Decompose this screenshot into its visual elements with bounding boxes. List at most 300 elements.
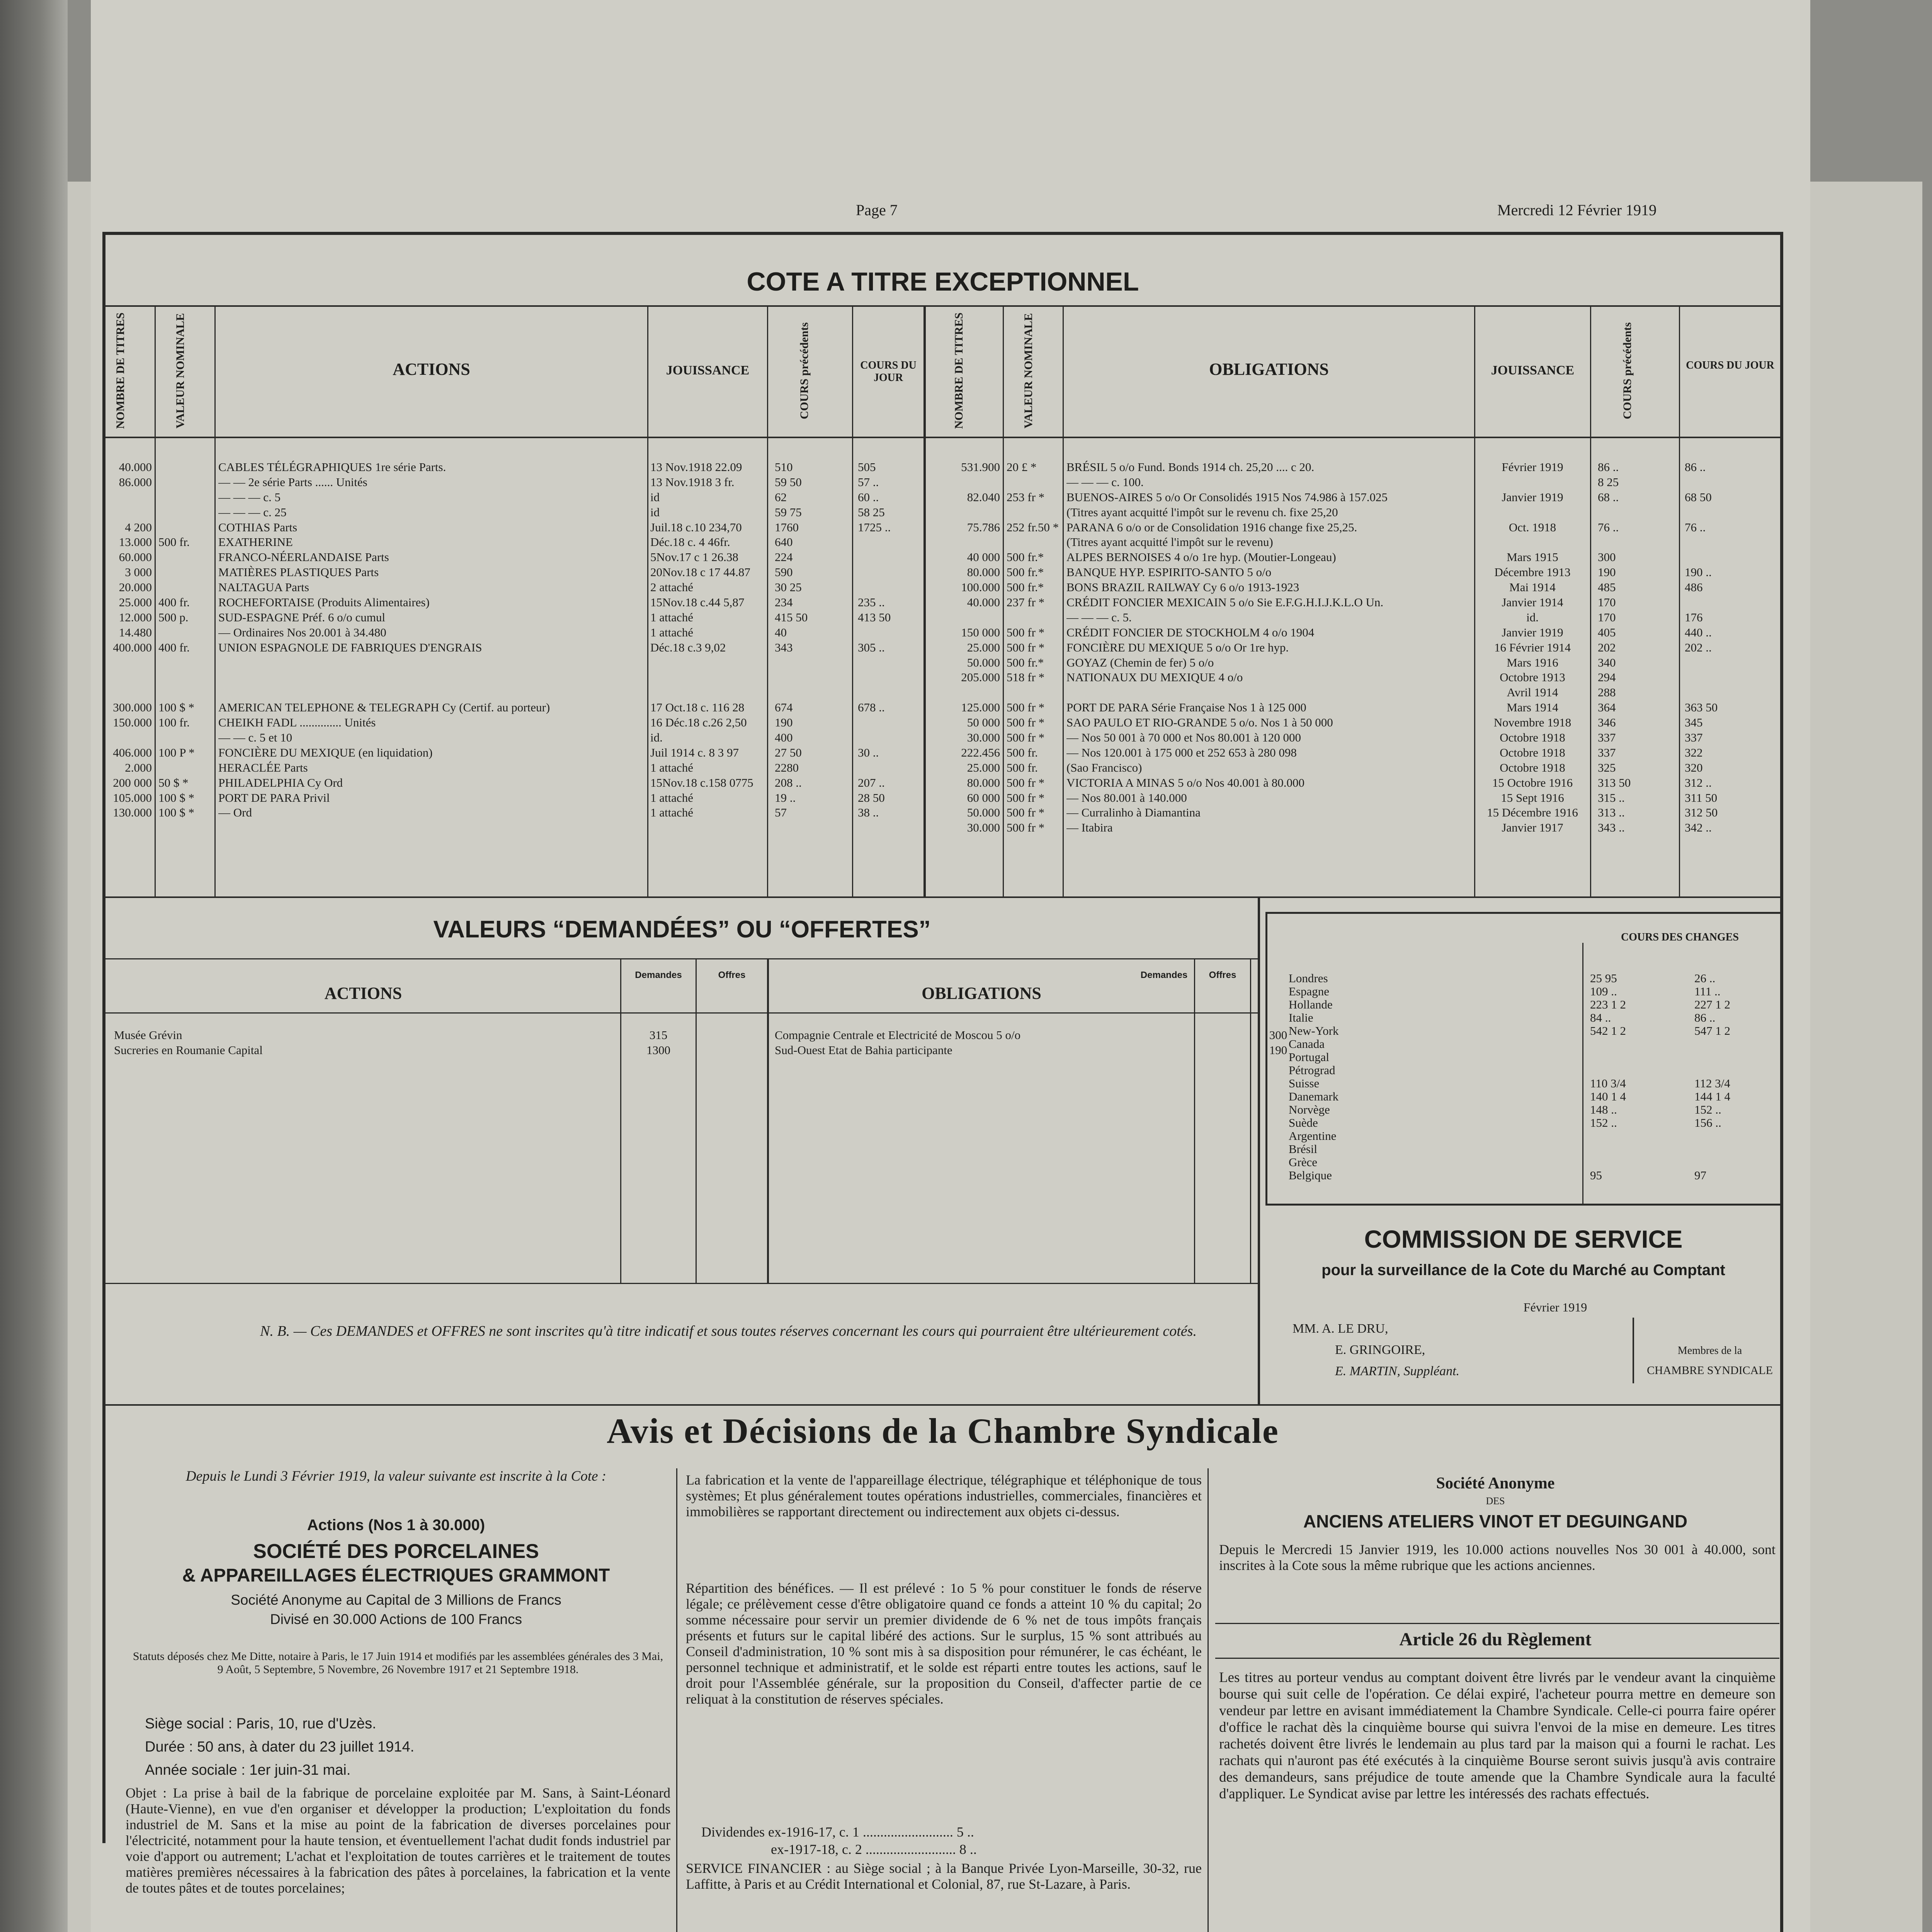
- table-cell-jouissance: 1 attaché: [650, 610, 694, 624]
- valeurs-right-border: [1258, 898, 1260, 1404]
- table-cell-jouissance: id: [650, 490, 660, 504]
- table-cell-cours-prec: 510: [775, 460, 793, 474]
- left-cours-prec-col: [775, 460, 850, 820]
- table-cell-valeur: 500 fr *: [1007, 821, 1045, 835]
- table-cell-valeur: 500 fr *: [1007, 806, 1045, 820]
- table-cell-nombre: 50 000: [967, 716, 1000, 730]
- hdr-valeur-r: VALEUR NOMINALE: [1022, 313, 1035, 429]
- right-nombre-col: [927, 460, 1000, 835]
- col-sep: [767, 305, 768, 896]
- table-cell-cours-jour: 76 ..: [1685, 520, 1706, 534]
- table-cell-valeur: [1007, 475, 1061, 490]
- col-sep: [1194, 958, 1195, 1283]
- valeurs-header-bottom: [105, 1012, 1258, 1014]
- avis-col3-rule-2: [1215, 1658, 1779, 1659]
- list-item: Musée Grévin: [114, 1028, 182, 1042]
- table-cell-valeur: [158, 655, 213, 670]
- table-cell-cours-prec: 2280: [775, 760, 799, 774]
- avis-col1-duree: Durée : 50 ans, à dater du 23 juillet 1914.: [145, 1739, 415, 1755]
- table-cell-valeur: 500 fr *: [1007, 791, 1045, 804]
- table-cell-cours-jour: [1685, 535, 1777, 550]
- change-cell: 95: [1590, 1169, 1602, 1182]
- table-cell-nombre: 13.000: [119, 535, 152, 549]
- newspaper-page: [91, 0, 1810, 1932]
- change-cell: [1590, 1143, 1660, 1156]
- table-cell-action: UNION ESPAGNOLE DE FABRIQUES D'ENGRAIS: [218, 640, 482, 654]
- table-cell-nombre: 82.040: [967, 490, 1000, 504]
- avis-col3-intro: Depuis le Mercredi 15 Janvier 1919, les 10.000 actions nouvelles Nos 30 001 à 40.000, sont inscrites à la Cote sous la même rubrique que les actions anciennes.: [1219, 1542, 1776, 1573]
- commission-brace: [1633, 1318, 1634, 1383]
- table-cell-nombre: 60 000: [967, 791, 1000, 804]
- table-cell-action: CHEIKH FADL .............. Unités: [218, 716, 376, 730]
- table-cell-nombre: 40.000: [967, 595, 1000, 609]
- table-cell-jouissance: Octobre 1918: [1500, 760, 1565, 774]
- change-cell: 111 ..: [1694, 985, 1721, 998]
- change-cell: 223 1 2: [1590, 998, 1626, 1011]
- table-cell-valeur: [1007, 610, 1061, 625]
- valeurs-title: VALEURS “DEMANDÉES” OU “OFFERTES”: [433, 916, 931, 943]
- col-sep: [1250, 958, 1251, 1283]
- table-cell-action: SUD-ESPAGNE Préf. 6 o/o cumul: [218, 610, 386, 624]
- table-cell-action: NALTAGUA Parts: [218, 580, 309, 594]
- table-cell-valeur: 500 fr.*: [1007, 580, 1044, 594]
- avis-col2-repartition: Répartition des bénéfices. — Il est prélevé : 1o 5 % pour constituer le fonds de réserve légale; ce prélèvement cesse d'être obligatoire quand ce fonds a atteint 10 % du capital; 2o somme nécessaire pour servir un premier dividende de 6 % net de tous impôts français présents et futurs sur le capital libéré des actions. Sur le surplus, 15 % sont attribués au Conseil d'administration, 10 % sont mis à sa disposition pour rémunérer, le cas échéant, le personnel technique et administratif, et le solde est réparti entre toutes les actions, sauf le droit pour l'Assemblée générale, sur la proposition du Conseil, d'affecter partie de ce reliquat à la constitution de réserves spéciales.: [686, 1580, 1202, 1707]
- change-cell: Brésil: [1289, 1143, 1318, 1156]
- table-cell-obligation: CRÉDIT FONCIER DE STOCKHOLM 4 o/o 1904: [1066, 625, 1315, 639]
- commission-role-2: CHAMBRE SYNDICALE: [1647, 1364, 1773, 1377]
- table-cell-valeur: 518 fr *: [1007, 670, 1045, 684]
- page-date: Mercredi 12 Février 1919: [1497, 201, 1657, 219]
- table-cell-jouissance: Janvier 1917: [1502, 821, 1563, 835]
- table-cell-cours-jour: 312 ..: [1685, 776, 1712, 789]
- change-cell: Norvège: [1289, 1103, 1330, 1116]
- commission-member-1: MM. A. LE DRU,: [1293, 1321, 1388, 1336]
- change-cell: Grèce: [1289, 1156, 1317, 1169]
- avis-col1-objet: Objet : La prise à bail de la fabrique de porcelaine exploitée par M. Sans, à Saint-Léonard (Haute-Vienne), en vue d'en organiser et développer la production; L'exploitation du fonds industriel de M. Sans et la mise au point de la fabrication de diverses porcelaines pour l'électricité, notamment pour la haute tension, et éventuellement l'achat dudit fonds industriel par voie d'apport ou autrement; L'achat et l'exploitation de toutes carrières et le traitement de toutes matières premières nécessaires à la fabrication des pâtes à porcelaines, la fabrication et la vente de toutes pâtes et de toutes porcelaines;: [126, 1785, 670, 1896]
- change-cell: [1694, 1064, 1772, 1077]
- table-cell-valeur: 50 $ *: [158, 776, 189, 789]
- change-cell: [1694, 1037, 1772, 1051]
- change-cell: [1590, 1037, 1660, 1051]
- table-cell-cours-jour: [858, 580, 922, 595]
- table-cell-cours-jour: [858, 535, 922, 550]
- table-cell-cours-jour: 38 ..: [858, 806, 879, 820]
- table-cell-action: — — c. 5 et 10: [218, 731, 293, 745]
- table-cell-obligation: PARANA 6 o/o or de Consolidation 1916 change fixe 25,25.: [1066, 520, 1357, 534]
- table-cell-jouissance: Juil 1914 c. 8 3 97: [650, 745, 739, 759]
- changes-places: [1289, 972, 1582, 1182]
- table-cell-nombre: [927, 685, 1000, 700]
- table-cell-valeur: [1007, 505, 1061, 520]
- table-cell-cours-jour: 311 50: [1685, 791, 1718, 804]
- list-item: Sud-Ouest Etat de Bahia participante: [775, 1043, 952, 1057]
- hdr-cours-jour-r: COURS DU JOUR: [1686, 359, 1774, 371]
- table-cell-action: — — — c. 5: [218, 490, 281, 504]
- change-cell: 547 1 2: [1694, 1024, 1730, 1037]
- list-item: Compagnie Centrale et Electricité de Moscou 5 o/o: [775, 1028, 1021, 1042]
- table-cell-cours-prec: 59 50: [775, 475, 802, 489]
- left-jouissance-col: [650, 460, 765, 820]
- right-cours-jour-col: [1685, 460, 1777, 835]
- table-cell-valeur: [158, 460, 213, 475]
- table-cell-jouissance: Octobre 1913: [1500, 670, 1565, 684]
- table-cell-cours-jour: 235 ..: [858, 595, 885, 609]
- table-cell-jouissance: Octobre 1918: [1500, 731, 1565, 745]
- col-sep: [1474, 305, 1475, 896]
- table-cell-cours-prec: 234: [775, 595, 793, 609]
- valeurs-demandes-label: Demandes: [635, 970, 682, 980]
- table-cell-cours-jour: [1685, 550, 1777, 565]
- valeurs-obligations-names: [775, 1028, 1192, 1058]
- table-cell-nombre: [927, 505, 1000, 520]
- table-cell-nombre: [106, 655, 152, 670]
- table-cell-cours-jour: 28 50: [858, 791, 885, 804]
- table-cell-jouissance: Octobre 1918: [1500, 745, 1565, 759]
- table-cell-action: — — 2e série Parts ...... Unités: [218, 475, 367, 489]
- table-cell-jouissance: id.: [650, 731, 663, 745]
- table-cell-cours-prec: 640: [775, 535, 793, 549]
- left-valeur-col: [158, 460, 213, 820]
- table-cell-jouissance: [1476, 505, 1589, 520]
- frame-right: [1780, 232, 1783, 1932]
- table-cell-jouissance: 1 attaché: [650, 806, 694, 820]
- table-cell-action: CABLES TÉLÉGRAPHIQUES 1re série Parts.: [218, 460, 446, 474]
- table-cell-jouissance: Déc.18 c. 4 46fr.: [650, 535, 730, 549]
- table-cell-cours-prec: 62: [775, 490, 787, 504]
- col-sep: [1003, 305, 1004, 896]
- change-cell: 156 ..: [1694, 1116, 1721, 1129]
- table-cell-cours-prec: 27 50: [775, 745, 802, 759]
- table-cell-jouissance: Janvier 1914: [1502, 595, 1563, 609]
- avis-title: Avis et Décisions de la Chambre Syndicale: [607, 1411, 1279, 1451]
- table-cell-nombre: 300.000: [113, 701, 152, 714]
- table-cell-nombre: 130.000: [113, 806, 152, 820]
- change-cell: 227 1 2: [1694, 998, 1730, 1011]
- change-cell: Hollande: [1289, 998, 1333, 1011]
- table-cell-valeur: [158, 490, 213, 505]
- table-cell-nombre: [106, 670, 152, 685]
- table-cell-nombre: 75.786: [967, 520, 1000, 534]
- table-cell-cours-prec: 68 ..: [1598, 490, 1619, 504]
- table-cell-obligation: NATIONAUX DU MEXIQUE 4 o/o: [1066, 670, 1243, 684]
- commission-member-2: E. GRINGOIRE,: [1335, 1343, 1425, 1357]
- table-cell-cours-prec: [1598, 535, 1677, 550]
- table-cell-valeur: 100 P *: [158, 745, 195, 759]
- change-cell: 148 ..: [1590, 1103, 1617, 1116]
- change-cell: [1590, 1156, 1660, 1169]
- change-cell: [1590, 1064, 1660, 1077]
- table-cell-nombre: 30.000: [967, 821, 1000, 835]
- table-cell-valeur: 500 fr *: [1007, 701, 1045, 714]
- table-cell-valeur: [158, 520, 213, 535]
- table-cell-valeur: 100 $ *: [158, 701, 194, 714]
- avis-col2-div1: Dividendes ex-1916-17, c. 1 .......................... 5 ..: [701, 1824, 974, 1840]
- table-cell-valeur: 500 fr.*: [1007, 565, 1044, 579]
- table-cell-valeur: [158, 685, 213, 700]
- commission-member-3: E. MARTIN, Suppléant.: [1335, 1364, 1460, 1378]
- table-cell-nombre: 14.480: [119, 625, 152, 639]
- table-cell-obligation: FONCIÈRE DU MEXIQUE 5 o/o Or 1re hyp.: [1066, 640, 1289, 654]
- commission-month: Février 1919: [1523, 1300, 1587, 1314]
- table-cell-valeur: 100 fr.: [158, 716, 190, 730]
- table-cell-jouissance: Mars 1914: [1507, 701, 1558, 714]
- avis-col1-capital: Société Anonyme au Capital de 3 Millions de Francs: [231, 1592, 561, 1608]
- valeurs-offres-label-r: Offres: [1209, 970, 1236, 980]
- table-cell-valeur: 500 fr.: [1007, 760, 1038, 774]
- change-cell: 542 1 2: [1590, 1024, 1626, 1037]
- col-sep: [767, 958, 769, 1283]
- table-cell-valeur: [1007, 535, 1061, 550]
- table-cell-valeur: 500 fr *: [1007, 640, 1045, 654]
- table-cell-jouissance: 16 Février 1914: [1494, 640, 1571, 654]
- table-cell-cours-prec: 208 ..: [775, 776, 802, 789]
- cote-header-bottom: [105, 437, 1780, 438]
- table-cell-obligation: BUENOS-AIRES 5 o/o Or Consolidés 1915 Nos 74.986 à 157.025: [1066, 490, 1388, 504]
- changes-ask: [1694, 972, 1772, 1182]
- table-cell-cours-jour: 176: [1685, 610, 1703, 624]
- table-cell-action: FONCIÈRE DU MEXIQUE (en liquidation): [218, 745, 433, 759]
- table-cell-valeur: 237 fr *: [1007, 595, 1045, 609]
- table-cell-cours-prec: 57: [775, 806, 787, 820]
- hdr-cours-jour: COURS DU JOUR: [860, 359, 917, 384]
- table-cell-cours-jour: [858, 655, 922, 670]
- table-cell-valeur: 500 fr.*: [1007, 655, 1044, 669]
- change-cell: 97: [1694, 1169, 1706, 1182]
- table-cell-jouissance: Janvier 1919: [1502, 625, 1563, 639]
- table-cell-nombre: 80.000: [967, 776, 1000, 789]
- table-cell-valeur: [158, 760, 213, 776]
- change-cell: Suède: [1289, 1116, 1318, 1129]
- table-cell-cours-prec: 40: [775, 625, 787, 639]
- table-cell-valeur: 500 fr *: [1007, 625, 1045, 639]
- table-cell-cours-prec: 415 50: [775, 610, 808, 624]
- table-cell-cours-prec: 190: [775, 716, 793, 730]
- change-cell: 144 1 4: [1694, 1090, 1730, 1103]
- table-cell-action: HERACLÉE Parts: [218, 760, 308, 774]
- change-cell: 110 3/4: [1590, 1077, 1626, 1090]
- table-cell-valeur: [158, 580, 213, 595]
- table-cell-jouissance: 20Nov.18 c 17 44.87: [650, 565, 750, 579]
- cote-header-top: [105, 305, 1780, 307]
- table-cell-action: — — — c. 25: [218, 505, 287, 519]
- table-cell-nombre: 12.000: [119, 610, 152, 624]
- table-cell-cours-jour: [1685, 595, 1777, 610]
- avis-col3-rule: [1215, 1623, 1779, 1624]
- change-cell: [1694, 1143, 1772, 1156]
- changes-frame-top: [1265, 912, 1781, 914]
- table-cell-cours-prec: 337: [1598, 731, 1616, 745]
- table-cell-cours-jour: [1685, 505, 1777, 520]
- table-cell-cours-jour: [858, 715, 922, 730]
- hdr-nombre: NOMBRE DE TITRES: [114, 312, 127, 429]
- table-cell-cours-prec: [1598, 505, 1677, 520]
- table-cell-nombre: 125.000: [961, 701, 1000, 714]
- table-cell-obligation: — — — c. 5.: [1066, 610, 1132, 624]
- table-cell-cours-jour: 320: [1685, 760, 1703, 774]
- table-cell-cours-prec: 1760: [775, 520, 799, 534]
- table-cell-jouissance: 1 attaché: [650, 625, 694, 639]
- table-cell-valeur: 500 fr *: [1007, 716, 1045, 730]
- table-cell-cours-prec: 30 25: [775, 580, 802, 594]
- hdr-cours-prec: COURS précédents: [798, 322, 811, 420]
- avis-col2-div2: ex-1917-18, c. 2 .......................... 8 ..: [771, 1842, 977, 1857]
- table-cell-cours-jour: 322: [1685, 745, 1703, 759]
- table-cell-cours-jour: [858, 760, 922, 776]
- table-cell-nombre: 86.000: [119, 475, 152, 489]
- table-cell-cours-jour: 1725 ..: [858, 520, 891, 534]
- col-sep: [620, 958, 621, 1283]
- table-cell-valeur: [158, 670, 213, 685]
- valeurs-note: N. B. — Ces DEMANDES et OFFRES ne sont inscrites qu'à titre indicatif et sous toutes réserves concernant les cours qui pourraient être ultérieurement cotés.: [260, 1323, 1197, 1339]
- changes-frame-bottom: [1265, 1204, 1781, 1206]
- change-cell: 140 1 4: [1590, 1090, 1626, 1103]
- table-cell-jouissance: Oct. 1918: [1509, 520, 1556, 534]
- table-cell-cours-prec: 76 ..: [1598, 520, 1619, 534]
- table-cell-nombre: [927, 610, 1000, 625]
- table-cell-cours-prec: 170: [1598, 610, 1616, 624]
- table-cell-jouissance: 17 Oct.18 c. 116 28: [650, 701, 745, 714]
- table-cell-cours-jour: 190 ..: [1685, 565, 1712, 579]
- commission-subtitle: pour la surveillance de la Cote du Marché au Comptant: [1321, 1262, 1725, 1279]
- table-cell-valeur: 100 $ *: [158, 791, 194, 804]
- table-cell-jouissance: 2 attaché: [650, 580, 694, 594]
- avis-col1-annee: Année sociale : 1er juin-31 mai.: [145, 1762, 351, 1778]
- change-cell: 86 ..: [1694, 1011, 1716, 1024]
- frame-left: [102, 232, 105, 1843]
- left-cours-jour-col: [858, 460, 922, 820]
- avis-col-sep-1: [676, 1468, 677, 1932]
- table-cell-cours-jour: 486: [1685, 580, 1703, 594]
- table-cell-jouissance: Février 1919: [1502, 460, 1563, 474]
- table-cell-jouissance: 15Nov.18 c.44 5,87: [650, 595, 745, 609]
- table-cell-cours-jour: 30 ..: [858, 745, 879, 759]
- avis-col3-company: ANCIENS ATELIERS VINOT ET DEGUINGAND: [1303, 1511, 1688, 1531]
- table-cell-cours-prec: 340: [1598, 655, 1616, 669]
- table-cell-nombre: 3 000: [125, 565, 152, 579]
- table-cell-action: FRANCO-NÉERLANDAISE Parts: [218, 550, 389, 564]
- table-cell-action: [218, 670, 645, 685]
- change-cell: Italie: [1289, 1011, 1313, 1024]
- hdr-jouissance: JOUISSANCE: [666, 363, 750, 378]
- table-cell-valeur: [158, 565, 213, 580]
- table-cell-nombre: 25.000: [967, 760, 1000, 774]
- table-cell-jouissance: Juil.18 c.10 234,70: [650, 520, 742, 534]
- table-cell-nombre: 150 000: [961, 625, 1000, 639]
- avis-col1-company1: SOCIÉTÉ DES PORCELAINES: [253, 1540, 539, 1563]
- change-cell: Portugal: [1289, 1051, 1330, 1064]
- table-cell-nombre: [106, 730, 152, 745]
- table-cell-cours-prec: 346: [1598, 716, 1616, 730]
- table-cell-valeur: 252 fr.50 *: [1007, 520, 1059, 534]
- table-cell-nombre: 105.000: [113, 791, 152, 804]
- table-cell-obligation: CRÉDIT FONCIER MEXICAIN 5 o/o Sie E.F.G.H.I.J.K.L.O Un.: [1066, 595, 1384, 609]
- change-cell: [1590, 1129, 1660, 1143]
- cote-center-divider: [923, 305, 926, 896]
- change-cell: [1694, 1051, 1772, 1064]
- valeurs-demandes-label-r: Demandes: [1140, 970, 1188, 980]
- changes-title: COURS DES CHANGES: [1621, 931, 1739, 943]
- table-cell-action: ROCHEFORTAISE (Produits Alimentaires): [218, 595, 430, 609]
- hdr-jouissance-r: JOUISSANCE: [1491, 363, 1575, 378]
- table-cell-jouissance: 13 Nov.1918 22.09: [650, 460, 742, 474]
- right-valeur-col: [1007, 460, 1061, 835]
- table-cell-obligation: — Nos 120.001 à 175 000 et 252 653 à 280 098: [1066, 745, 1297, 759]
- table-cell-nombre: 30.000: [967, 731, 1000, 745]
- change-cell: [1694, 1156, 1772, 1169]
- table-cell-cours-prec: 590: [775, 565, 793, 579]
- table-cell-cours-jour: [1685, 655, 1777, 670]
- change-cell: New-York: [1289, 1024, 1339, 1037]
- avis-col1-divided: Divisé en 30.000 Actions de 100 Francs: [270, 1611, 522, 1627]
- avis-col1-actions: Actions (Nos 1 à 30.000): [307, 1517, 485, 1534]
- change-cell: 84 ..: [1590, 1011, 1611, 1024]
- table-cell-valeur: [1007, 685, 1061, 700]
- change-cell: 152 ..: [1694, 1103, 1721, 1116]
- table-cell-jouissance: [1476, 475, 1589, 490]
- table-cell-action: [218, 655, 645, 670]
- right-jouissance-col: [1476, 460, 1589, 835]
- avis-col2-service: SERVICE FINANCIER : au Siège social ; à la Banque Privée Lyon-Marseille, 30-32, rue Laffitte, à Paris et au Crédit International et Colonial, 87, rue St-Lazare, à Paris.: [686, 1861, 1202, 1892]
- change-cell: Londres: [1289, 972, 1328, 985]
- table-cell-valeur: 500 p.: [158, 610, 189, 624]
- table-cell-valeur: [158, 505, 213, 520]
- table-cell-jouissance: [650, 670, 765, 685]
- table-cell-action: PORT DE PARA Privil: [218, 791, 330, 804]
- frame-top: [102, 232, 1783, 235]
- avis-col1-siege: Siège social : Paris, 10, rue d'Uzès.: [145, 1716, 376, 1732]
- table-cell-nombre: [106, 685, 152, 700]
- hdr-valeur: VALEUR NOMINALE: [174, 313, 187, 429]
- table-cell-action: COTHIAS Parts: [218, 520, 298, 534]
- table-cell-nombre: 80.000: [967, 565, 1000, 579]
- table-cell-jouissance: 13 Nov.1918 3 fr.: [650, 475, 735, 489]
- table-cell-obligation: — Itabira: [1066, 821, 1113, 835]
- table-cell-cours-jour: [1685, 475, 1777, 490]
- list-item: Sucreries en Roumanie Capital: [114, 1043, 263, 1057]
- table-cell-jouissance: Décembre 1913: [1494, 565, 1571, 579]
- commission-title: COMMISSION DE SERVICE: [1364, 1225, 1683, 1253]
- table-cell-cours-jour: 505: [858, 460, 876, 474]
- table-cell-cours-prec: 86 ..: [1598, 460, 1619, 474]
- table-cell-cours-jour: [858, 685, 922, 700]
- list-item-demande: 1300: [646, 1043, 670, 1057]
- table-cell-nombre: 50.000: [967, 806, 1000, 820]
- table-cell-obligation: (Sao Francisco): [1066, 760, 1142, 774]
- table-cell-nombre: 406.000: [113, 745, 152, 759]
- table-cell-nombre: 40 000: [967, 550, 1000, 564]
- table-cell-jouissance: id: [650, 505, 660, 519]
- table-cell-jouissance: 15 Sept 1916: [1501, 791, 1564, 804]
- col-sep: [1590, 305, 1591, 896]
- avis-col2-text1: La fabrication et la vente de l'appareillage électrique, télégraphique et téléphonique de tous systèmes; Et plus généralement toutes opérations industrielles, commerciales, financières et immobilières se rapportant directement ou indirectement aux objets ci-dessus.: [686, 1472, 1202, 1519]
- table-cell-cours-jour: 305 ..: [858, 640, 885, 654]
- table-cell-cours-prec: 400: [775, 731, 793, 745]
- table-cell-cours-prec: 674: [775, 701, 793, 714]
- table-cell-valeur: 500 fr *: [1007, 776, 1045, 789]
- table-cell-obligation: SAO PAULO ET RIO-GRANDE 5 o/o. Nos 1 à 50 000: [1066, 716, 1333, 730]
- table-cell-cours-jour: 57 ..: [858, 475, 879, 489]
- col-sep: [1582, 943, 1583, 1204]
- table-cell-cours-prec: 343 ..: [1598, 821, 1625, 835]
- change-cell: Pétrograd: [1289, 1064, 1335, 1077]
- change-cell: Danemark: [1289, 1090, 1339, 1103]
- table-cell-nombre: [106, 505, 152, 520]
- table-cell-jouissance: 1 attaché: [650, 791, 694, 804]
- table-cell-jouissance: Avril 1914: [1507, 685, 1558, 699]
- table-cell-jouissance: Mars 1915: [1507, 550, 1558, 564]
- table-cell-cours-jour: 312 50: [1685, 806, 1718, 820]
- table-cell-nombre: 150.000: [113, 716, 152, 730]
